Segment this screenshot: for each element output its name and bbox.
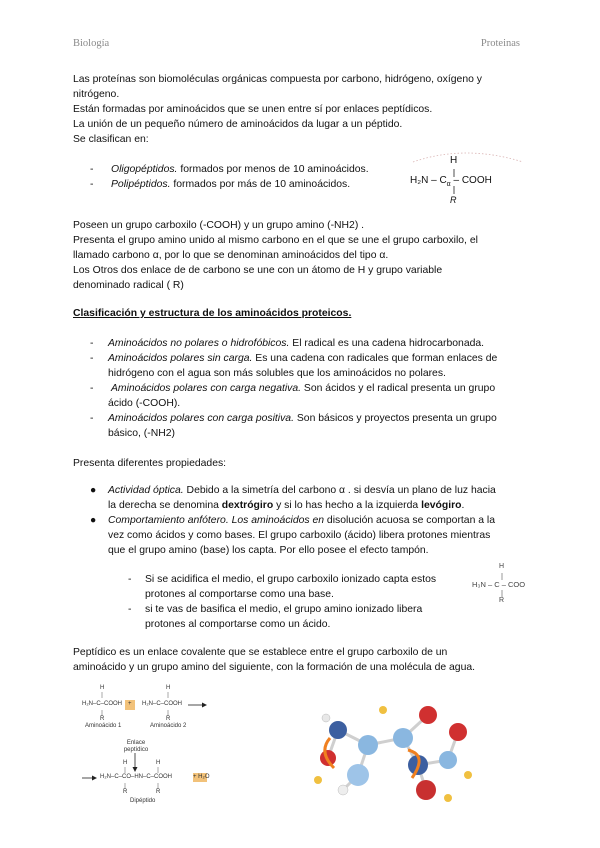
- bullet: ●: [90, 515, 97, 526]
- list-dash: -: [128, 574, 132, 585]
- dipeptide: H₂N–C–CO–HN–C–COOH: [100, 774, 173, 780]
- list-item: Aminoácidos no polares o hidrofóbicos. El radical es una cadena hidrocarbonada.: [108, 338, 485, 349]
- intro-line-4: La unión de un pequeño número de aminoácidos da lugar a un péptido.: [73, 119, 403, 130]
- groups-line-3: llamado carbono α, por lo que se denominan aminoácidos del tipo α.: [73, 250, 389, 261]
- header-topic: Proteinas: [480, 38, 520, 49]
- list-item-cont: ácido (-COOH).: [108, 398, 181, 409]
- aa-r: R: [100, 716, 105, 722]
- groups-line-5: denominado radical ( R): [73, 280, 184, 291]
- props-intro: Presenta diferentes propiedades:: [73, 458, 227, 469]
- bond-label: Enlace peptídico: [123, 740, 149, 753]
- type-name: Polipéptidos.: [111, 179, 171, 190]
- list-dash: -: [128, 604, 132, 615]
- list-dash: -: [90, 338, 94, 349]
- list-dash: -: [90, 179, 94, 190]
- product-h: H: [123, 760, 128, 766]
- list-item: Aminoácidos polares con carga negativa. Son ácidos y el radical presenta un grupo: [111, 383, 496, 394]
- prop-optical-cont: la derecha se denomina dextrógiro y si lo has hecho a la izquierda levógiro.: [108, 500, 465, 511]
- aa-h: H: [166, 685, 171, 691]
- list-item: Polipéptidos. formados por más de 10 aminoácidos.: [111, 179, 351, 190]
- zwitterion-formula: [470, 563, 550, 613]
- formula-r: R: [450, 195, 457, 205]
- list-dash: -: [90, 353, 94, 364]
- aa-label-1: Aminoácido 1: [85, 723, 122, 729]
- section-title: Clasificación y estructura de los aminoácidos proteicos.: [73, 308, 352, 319]
- aa-h: H: [100, 685, 105, 691]
- list-dash: -: [90, 164, 94, 175]
- molecular-model-image: [308, 690, 483, 815]
- intro-line-1: Las proteínas son biomoléculas orgánicas compuesta por carbono, hidrógeno, oxígeno y: [73, 74, 482, 85]
- ph-item-cont: protones al comportarse como una base.: [145, 589, 334, 600]
- type-name: Oligopéptidos.: [111, 164, 178, 175]
- intro-line-2: nitrógeno.: [73, 89, 120, 100]
- peptide-line-2: aminoácido y un grupo amino del siguiente, con la formación de una molécula de agua.: [73, 662, 476, 673]
- prop-optical: Actividad óptica. Debido a la simetría del carbono α . si desvía un plano de luz hacia: [108, 485, 496, 496]
- intro-line-3: Están formadas por aminoácidos que se unen entre sí por enlaces peptídicos.: [73, 104, 433, 115]
- water: + H₂O: [193, 774, 210, 780]
- peptide-line-1: Peptídico es un enlace covalente que se establece entre el grupo carboxilo de un: [73, 647, 448, 658]
- prop-amphoteric-cont: vez como ácidos y como bases. El grupo carboxilo (ácido) libera protones mientras: [108, 530, 491, 541]
- aa-label-2: Aminoácido 2: [150, 723, 187, 729]
- list-item: Aminoácidos polares sin carga. Es una cadena con radicales que forman enlaces de: [108, 353, 498, 364]
- groups-line-2: Presenta el grupo amino unido al mismo carbono en el que se une el grupo carboxilo, el: [73, 235, 478, 246]
- amino-acid-formula: [405, 148, 530, 210]
- product-r: R: [123, 789, 128, 795]
- formula-h: H: [499, 563, 505, 570]
- aa-r: R: [166, 716, 171, 722]
- prop-amphoteric: Comportamiento anfótero. Los aminoácidos en disolución acuosa se comportan a la: [108, 515, 495, 526]
- ph-item: si te vas de basifica el medio, el grupo amino ionizado libera: [145, 604, 423, 615]
- groups-line-1: Poseen un grupo carboxilo (-COOH) y un grupo amino (-NH2) .: [73, 220, 365, 231]
- plus: +: [128, 701, 132, 707]
- ph-item: Si se acidifica el medio, el grupo carboxilo ionizado capta estos: [145, 574, 437, 585]
- list-item-cont: básico, (-NH2): [108, 428, 175, 439]
- product-h: H: [156, 760, 161, 766]
- intro-line-5: Se clasifican en:: [73, 134, 149, 145]
- aa1: H₂N–C–COOH: [82, 701, 123, 707]
- dipeptide-label: Dipéptido: [130, 798, 156, 804]
- ph-item-cont: protones al comportarse como un ácido.: [145, 619, 331, 630]
- bullet: ●: [90, 485, 97, 496]
- list-item-cont: hidrógeno con el agua son más solubles que los aminoácidos no polares.: [108, 368, 446, 379]
- groups-line-4: Los Otros dos enlace de de carbono se une con un átomo de H y grupo variable: [73, 265, 443, 276]
- formula-main: $H_2N - C_\alpha$ – COOH: [410, 175, 492, 188]
- peptide-reaction-diagram: [80, 685, 230, 810]
- aa2: H₂N–C–COOH: [142, 701, 183, 707]
- list-dash: -: [90, 383, 94, 394]
- formula-main: H₃N – C – COO: [472, 580, 526, 589]
- formula-r: R: [499, 597, 505, 604]
- list-item: Oligopéptidos. formados por menos de 10 aminoácidos.: [111, 164, 369, 175]
- prop-amphoteric-cont: que el grupo amino (base) los capta. Por ello posee el efecto tampón.: [108, 545, 429, 556]
- list-item: Aminoácidos polares con carga positiva. Son básicos y proyectos presenta un grupo: [108, 413, 497, 424]
- product-r: R: [156, 789, 161, 795]
- formula-h: H: [450, 155, 458, 166]
- header-subject: Biología: [73, 38, 110, 49]
- list-dash: -: [90, 413, 94, 424]
